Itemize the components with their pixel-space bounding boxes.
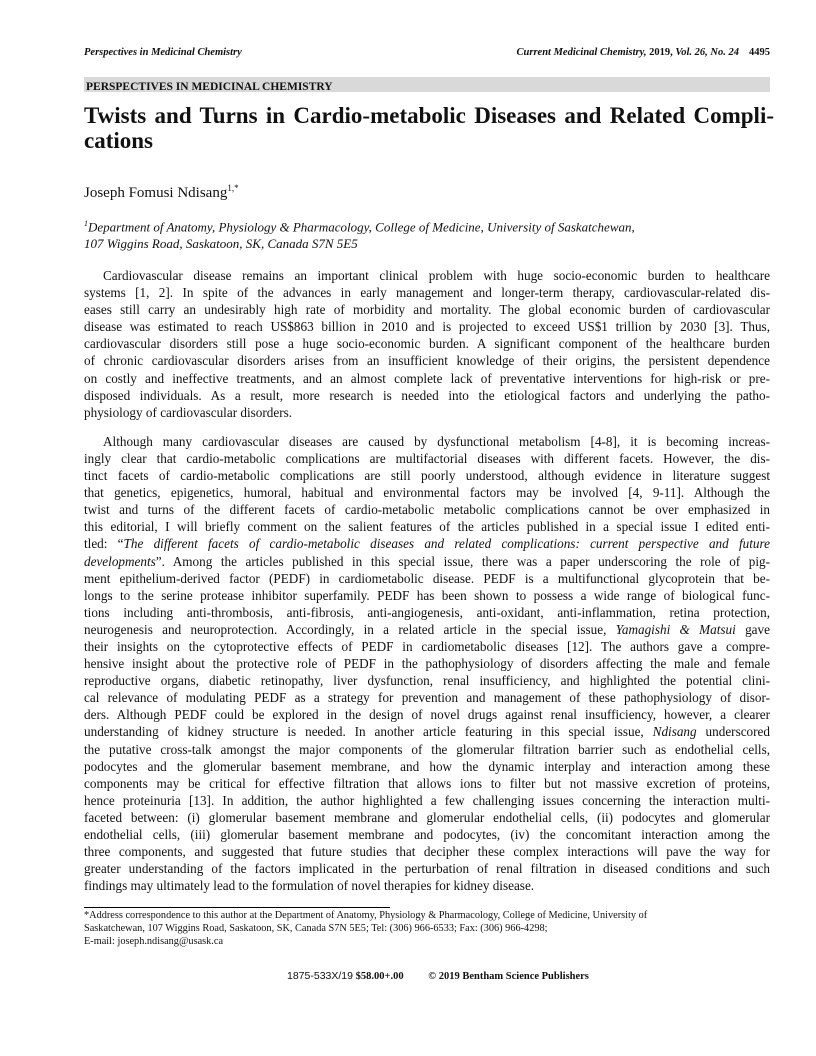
text-line — [84, 723, 770, 740]
journal-volume: Vol. 26, No. 24 — [675, 47, 739, 58]
text-segment: this editorial, I will briefly comment on the salient features of the articles published in a special issue I edited enti- — [84, 519, 770, 535]
text-line — [84, 404, 770, 421]
footnote-line: Saskatchewan, 107 Wiggins Road, Saskatoon, SK, Canada S7N 5E5; Tel: (306) 966-6533; Fax: (306) 966-4298; — [84, 923, 548, 934]
text-segment: ders. Although PEDF could be explored in the design of novel drugs against renal insufficiency, however, a clearer — [84, 707, 770, 723]
text-line — [84, 621, 770, 638]
affiliation-line: 107 Wiggins Road, Saskatoon, SK, Canada S7N 5E5 — [84, 236, 358, 252]
title-line: cations — [84, 127, 153, 153]
text-line — [84, 553, 770, 570]
text-segment: three components, and suggested that future studies that decipher these complex interactions will pave the way for — [84, 844, 770, 860]
text-line — [84, 587, 770, 604]
author — [84, 183, 239, 202]
text-line — [84, 877, 770, 894]
text-segment: cardiovascular disorders still pose a huge socio-economic burden. A significant component of the healthcare burden — [84, 336, 770, 352]
paragraph — [84, 267, 770, 421]
journal-year: 2019, — [646, 47, 676, 58]
journal-name: Current Medicinal Chemistry, — [516, 47, 647, 58]
affiliation-line: Department of Anatomy, Physiology & Pharmacology, College of Medicine, University of Saskatchewan, — [88, 219, 635, 235]
issn: 1875-533X/19 — [287, 970, 353, 982]
page-number: 4495 — [749, 47, 770, 58]
text-line — [84, 638, 770, 655]
text-segment: understanding of kidney structure is needed. In another article featuring in this special issue, — [84, 724, 653, 740]
text-line — [84, 535, 770, 552]
text-segment: disposed individuals. As a result, more research is needed into the etiological factors and underlying the patho- — [84, 387, 770, 403]
text-line — [84, 284, 770, 301]
text-segment: on costly and ineffective treatments, and an almost complete lack of preventative interventions for high-risk or pre- — [84, 370, 770, 386]
italic-text: developments — [84, 553, 156, 569]
text-line — [84, 758, 770, 775]
text-segment: ingly clear that cardio-metabolic complications are multifactorial diseases with different facets. However, the dis- — [84, 450, 770, 466]
price: $58.00+.00 — [355, 971, 404, 982]
text-segment: their insights on the cytoprotective effects of PEDF in cardiometabolic diseases [12]. The authors gave a compre- — [84, 638, 770, 654]
text-line — [84, 672, 770, 689]
text-segment: the putative cross-talk amongst the major components of the glomerular filtration barrier such as endothelial cells, — [84, 741, 770, 757]
paragraph — [84, 433, 770, 895]
text-line — [84, 467, 770, 484]
text-segment: hensive insight about the protective role of PEDF in the pathophysiology of disorders affecting the male and female — [84, 656, 770, 672]
text-line — [84, 433, 770, 450]
text-line — [84, 518, 770, 535]
correspondence-footnote — [84, 909, 770, 948]
text-segment: neurogenesis and neuroprotection. Accordingly, in a related article in the special issue, — [84, 621, 616, 637]
text-segment: Cardiovascular disease remains an important clinical problem with huge socio-economic burden to healthcare — [103, 268, 770, 283]
text-line — [84, 826, 770, 843]
article-body — [84, 267, 770, 906]
footnote-line: *Address correspondence to this author at the Department of Anatomy, Physiology & Pharmacology, College of Medicine, University of — [84, 910, 648, 921]
section-label: PERSPECTIVES IN MEDICINAL CHEMISTRY — [86, 81, 333, 93]
text-segment: underscored — [696, 724, 770, 740]
text-segment: reproductive organs, diabetic retinopathy, liver dysfunction, renal insufficiency, and highlighted the potential clini- — [84, 673, 770, 689]
text-segment: eases still carry an undesirably high rate of morbidity and mortality. The global economic burden of cardiovascular — [84, 302, 770, 318]
copyright: © 2019 Bentham Science Publishers — [428, 971, 589, 982]
text-segment: greater understanding of the factors implicated in the perturbation of renal filtration in diseased conditions and such — [84, 861, 770, 877]
text-segment: ment epithelium-derived factor (PEDF) in cardiometabolic disease. PEDF is a multifunctional glycoprotein that be- — [84, 570, 770, 586]
text-line — [84, 370, 770, 387]
text-line — [84, 318, 770, 335]
text-line — [84, 706, 770, 723]
text-line — [84, 387, 770, 404]
text-segment: findings may ultimately lead to the formulation of novel therapies for kidney disease. — [84, 878, 535, 894]
text-segment: longs to the serine protease inhibitor superfamily. PEDF has been shown to possess a wide range of biological func- — [84, 587, 770, 603]
text-line — [84, 267, 770, 284]
footnote-email: E-mail: joseph.ndisang@usask.ca — [84, 936, 224, 947]
footnote-divider — [84, 907, 390, 908]
author-superscript: 1,* — [227, 183, 239, 193]
text-segment: components may be critical for effective filtration that allows ions to filter but not massive excretion of proteins, — [84, 775, 770, 791]
running-header-right — [517, 47, 770, 58]
text-line — [84, 843, 770, 860]
text-segment: tions including anti-thrombosis, anti-fibrosis, anti-angiogenesis, anti-oxidant, anti-inflammation, retina protection, — [84, 604, 770, 620]
text-line — [84, 655, 770, 672]
text-line — [84, 689, 770, 706]
text-segment: faceted between: (i) glomerular basement membrane and glomerular endothelial cells, (ii) podocytes and glomerular — [84, 809, 770, 825]
text-line — [84, 484, 770, 501]
section-label-bar — [84, 77, 770, 92]
text-segment: tinct facets of cardio-metabolic complications are still poorly understood, although evidence in literature suggest — [84, 468, 770, 484]
text-segment: tled: “ — [84, 536, 124, 552]
text-line — [84, 792, 770, 809]
text-line — [84, 570, 770, 587]
text-line — [84, 741, 770, 758]
text-line — [84, 335, 770, 352]
affiliation — [84, 215, 635, 252]
text-segment: physiology of cardiovascular disorders. — [84, 404, 293, 420]
italic-text: The different facets of cardio-metabolic diseases and related complications: current perspective and future — [123, 536, 770, 552]
italic-text: Ndisang — [652, 724, 697, 740]
text-segment: endothelial cells, (iii) glomerular basement membrane and podocytes, (iv) the concomitant interaction among the — [84, 827, 770, 842]
text-line — [84, 775, 770, 792]
text-line — [84, 860, 770, 877]
text-segment: gave — [735, 621, 770, 637]
author-name: Joseph Fomusi Ndisang — [84, 185, 228, 201]
text-line — [84, 501, 770, 518]
text-segment: systems [1, 2]. In spite of the advances in early management and longer-term therapy, cardiovascular-related dis- — [84, 285, 770, 301]
text-line — [84, 352, 770, 369]
page-footer — [287, 970, 589, 982]
title-line: Twists and Turns in Cardio-metabolic Diseases and Related Compli- — [84, 103, 774, 128]
text-segment: Although many cardiovascular diseases are caused by dysfunctional metabolism [4-8], it is becoming increas- — [103, 433, 770, 449]
text-segment: disease was estimated to reach US$863 billion in 2010 and is projected to exceed US$1 trillion by 2030 [3]. Thus, — [84, 319, 770, 335]
text-segment: twist and turns of the different facets of cardio-metabolic metabolic complications cannot be over emphasized in — [84, 502, 770, 518]
text-segment: hence proteinuria [13]. In addition, the author highlighted a few challenging issues concerning the interaction multi- — [84, 792, 770, 808]
text-segment: that genetics, epigenetics, humoral, habitual and environmental factors may be involved [4, 9-11]. Although the — [84, 485, 770, 501]
text-line — [84, 301, 770, 318]
text-line — [84, 809, 770, 826]
text-line — [84, 604, 770, 621]
text-segment: podocytes and the glomerular basement membrane, and how the dynamic interplay and interaction among these — [84, 758, 770, 774]
text-segment: ”. Among the articles published in this special issue, there was a paper underscoring the role of pig- — [155, 553, 770, 569]
text-segment: of chronic cardiovascular disorders arises from an insufficient knowledge of their origins, the persistent dependence — [84, 353, 770, 369]
italic-text: Yamagishi & Matsui — [615, 621, 736, 637]
affiliation-superscript: 1 — [84, 219, 88, 228]
text-segment: cal relevance of modulating PEDF as a strategy for prevention and management of these pathophysiology of disor- — [84, 690, 770, 706]
running-header-left: Perspectives in Medicinal Chemistry — [84, 47, 242, 58]
text-line — [84, 450, 770, 467]
article-title — [84, 104, 774, 153]
